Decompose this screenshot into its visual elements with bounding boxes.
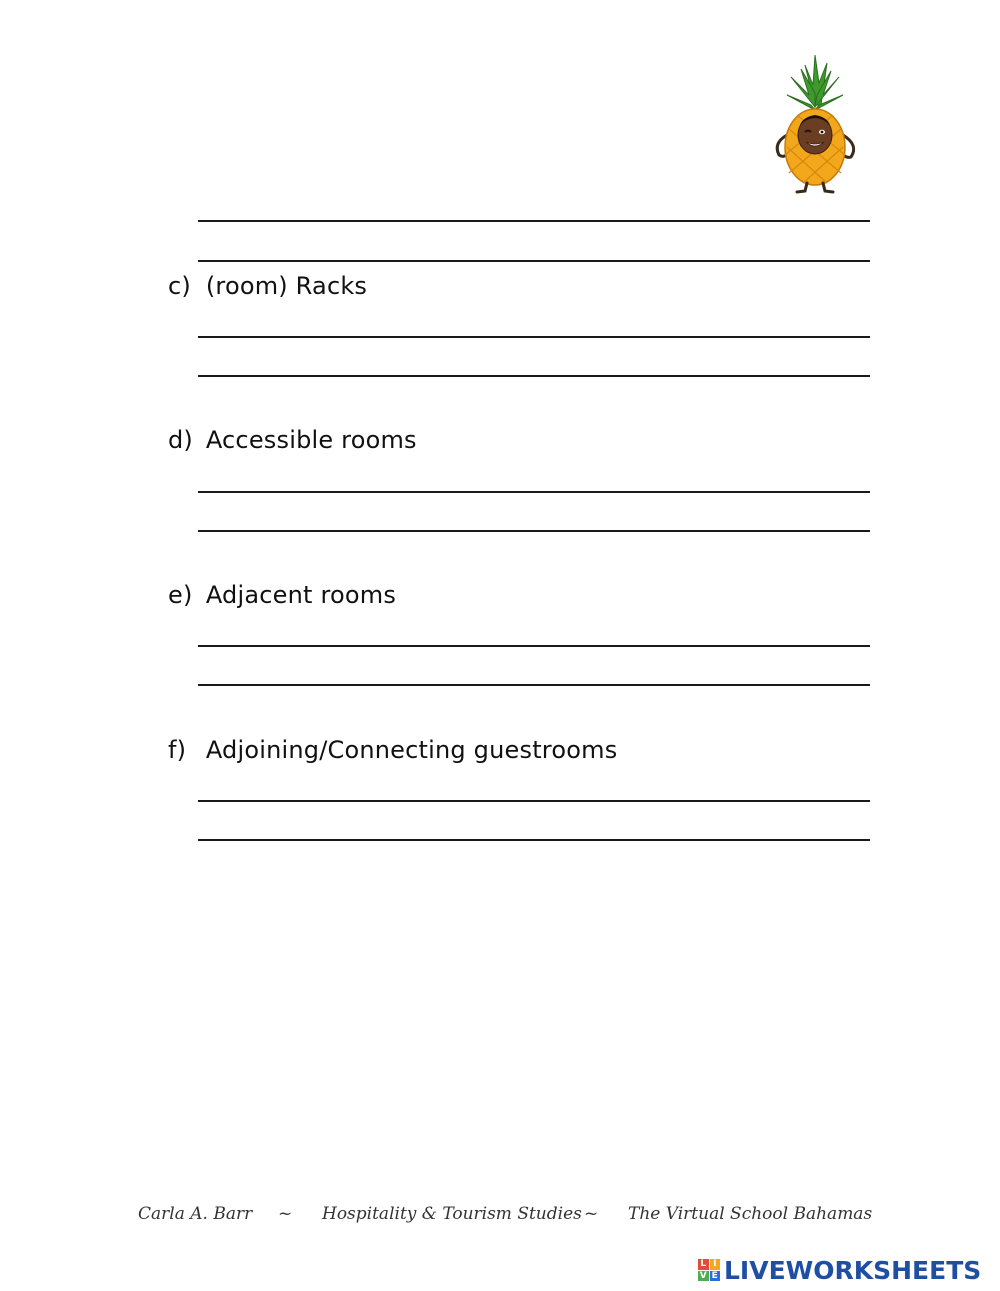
logo-letter: I [710, 1259, 721, 1270]
answer-line[interactable] [198, 800, 870, 802]
answer-line[interactable] [198, 491, 870, 493]
footer-separator: ~ [584, 1204, 599, 1224]
question-label: e) [168, 581, 193, 609]
question-c [168, 272, 367, 300]
liveworksheets-logo-icon [698, 1259, 720, 1281]
logo-letter: V [699, 1270, 707, 1281]
footer-course: Hospitality & Tourism Studies [322, 1204, 582, 1224]
logo-letter: L [698, 1259, 709, 1270]
answer-line[interactable] [198, 684, 870, 686]
answer-line[interactable] [198, 645, 870, 647]
footer-separator: ~ [278, 1204, 293, 1224]
answer-line[interactable] [198, 530, 870, 532]
question-f [168, 736, 617, 764]
question-e [168, 581, 396, 609]
answer-line[interactable] [198, 839, 870, 841]
question-label: d) [168, 426, 193, 454]
question-label: c) [168, 272, 191, 300]
question-label: f) [168, 736, 187, 764]
brand-name: LIVEWORKSHEETS [724, 1255, 982, 1285]
question-text: Adjacent rooms [205, 581, 397, 609]
liveworksheets-logo[interactable] [698, 1253, 981, 1287]
pineapple-mascot-icon [765, 55, 865, 195]
question-text: Adjoining/Connecting guestrooms [205, 736, 618, 764]
question-d [168, 426, 417, 454]
answer-line[interactable] [198, 220, 870, 222]
question-text: Accessible rooms [205, 426, 417, 454]
answer-line[interactable] [198, 336, 870, 338]
footer-school: The Virtual School Bahamas [628, 1204, 873, 1224]
answer-line[interactable] [198, 260, 870, 262]
question-text: (room) Racks [205, 272, 368, 300]
footer-author: Carla A. Barr [138, 1204, 253, 1224]
logo-letter: E [710, 1271, 721, 1282]
answer-line[interactable] [198, 375, 870, 377]
